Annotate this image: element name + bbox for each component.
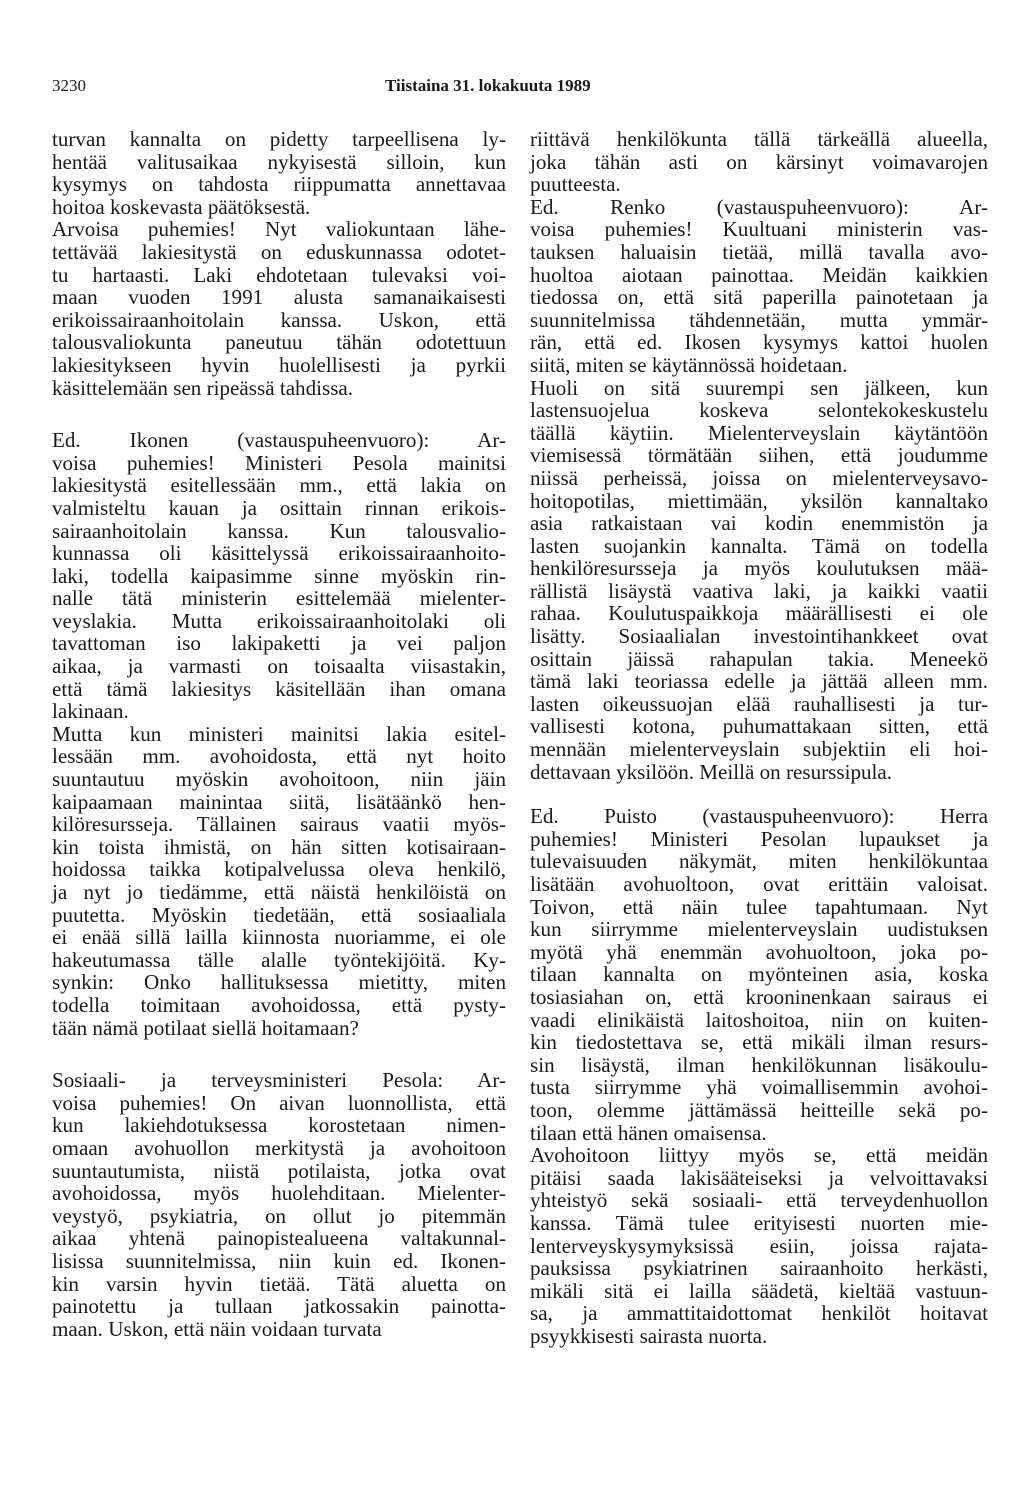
text-line: lisätty. Sosiaalialan investointihankkeet ovat <box>530 624 988 649</box>
paragraph <box>52 128 506 218</box>
text-line: suuntautuu myöskin avohoitoon, niin jäin <box>52 767 506 792</box>
text-line: käsittelemään sen ripeässä tahdissa. <box>52 375 354 400</box>
text-line: laki, todella kaipasimme sinne myöskin rin- <box>52 563 506 588</box>
text-line: tu hartaasti. Laki ehdotetaan tulevaksi voi- <box>52 262 506 287</box>
text-line: asia ratkaistaan vai kodin enemmistön ja <box>530 511 988 536</box>
header-date: Tiistaina 31. lokakuuta 1989 <box>385 76 591 95</box>
text-line: dettavaan yksilöön. Meillä on resurssipula. <box>530 759 893 784</box>
text-line: että tämä lakiesitys käsitellään ihan omana <box>52 676 506 701</box>
text-line: turvan kannalta on pidetty tarpeellisena ly- <box>52 127 506 151</box>
text-line: tauksen haluaisin tietää, millä tavalla avo- <box>530 239 988 264</box>
text-line: sin lisäystä, ilman henkilökunnan lisäkoulu- <box>530 1052 988 1077</box>
text-line: sa, ja ammattitaidottomat henkilöt hoitavat <box>530 1301 988 1326</box>
text-line: talousvaliokunta paneutuu tähän odotettuun <box>52 330 506 355</box>
text-line: suuntautumista, niistä potilaista, jotka ovat <box>52 1158 506 1183</box>
text-line: myötä yhä enemmän avohuoltoon, joka po- <box>530 939 988 964</box>
text-line: veystyö, psykiatria, on ollut jo pitemmän <box>52 1203 506 1228</box>
text-line: yhteistyö sekä sosiaali- että terveydenhuollon <box>530 1188 988 1213</box>
text-line: kun lakiehdotuksessa korostetaan nimen- <box>52 1113 506 1138</box>
text-line: tusta siirrymme yhä voimallisemmin avohoi- <box>530 1075 988 1100</box>
text-line: puutetta. Myöskin tiedetään, että sosiaaliala <box>52 902 506 927</box>
text-line: kin varsin hyvin tietää. Tätä aluetta on <box>52 1271 506 1296</box>
text-line: hakeutumassa tälle alalle työntekijöitä. Ky- <box>52 947 506 972</box>
text-line: tämä laki teoriassa edelle ja jättää alleen mm. <box>530 669 988 694</box>
page-number: 3230 <box>52 76 86 95</box>
text-line: riittävä henkilökunta tällä tärkeällä alueella, <box>530 127 988 151</box>
paragraph <box>530 1144 988 1347</box>
paragraph <box>52 429 506 723</box>
text-line: kin tiedostettava se, että mikäli ilman resurs- <box>530 1030 988 1055</box>
paragraph <box>530 196 988 377</box>
paragraph-gap <box>530 783 988 805</box>
text-line: mennään mielenterveyslain subjektiin eli hoi- <box>530 737 988 762</box>
text-line: pauksissa psykiatrinen sairaanhoito herkästi, <box>530 1256 988 1281</box>
text-line: kunnassa oli käsittelyssä erikoissairaanhoito- <box>52 541 506 566</box>
text-line: sairaanhoitolain kanssa. Kun talousvalio- <box>52 518 506 543</box>
text-line: tulevaisuuden näkymät, miten henkilökuntaa <box>530 849 988 874</box>
text-line: osittain jäissä rahapulan takia. Meneekö <box>530 646 988 671</box>
text-line: hoitoa koskevasta päätöksestä. <box>52 194 311 219</box>
text-line: lakinaan. <box>52 699 129 724</box>
text-line: rällistä lisäystä vaativa laki, ja kaikki vaatii <box>530 578 988 603</box>
text-line: synkin: Onko hallituksessa mietitty, miten <box>52 970 506 995</box>
paragraph <box>52 218 506 399</box>
text-line: ei enää sillä lailla kiinnosta nuoriamme, ei ole <box>52 925 506 950</box>
text-line: erikoissairaanhoitolain kanssa. Uskon, että <box>52 307 506 332</box>
paragraph-gap <box>52 1039 506 1069</box>
text-line: vallisesti kotona, puhumattakaan sitten, että <box>530 714 988 739</box>
text-line: tään nämä potilaat siellä hoitamaan? <box>52 1015 359 1040</box>
text-line: lisissa suunnitelmissa, niin kuin ed. Ikonen- <box>52 1248 506 1273</box>
text-line: rahaa. Koulutuspaikkoja määrällisesti ei ole <box>530 601 988 626</box>
text-line: tavattoman iso lakipaketti ja vei paljon <box>52 631 506 656</box>
text-line: Huoli on sitä suurempi sen jälkeen, kun <box>530 375 988 400</box>
text-line: tilaan että hänen omaisensa. <box>530 1120 767 1145</box>
text-line: kun siirrymme mielenterveyslain uudistuksen <box>530 917 988 942</box>
paragraph <box>530 805 988 1144</box>
text-line: valmisteltu kauan ja osittain rinnan erikois- <box>52 495 506 520</box>
left-column <box>52 128 506 1340</box>
text-line: pitäisi saada lakisääteiseksi ja velvoittavaksi <box>530 1165 988 1190</box>
text-line: vaadi elinikäistä laitoshoitoa, niin on kuiten- <box>530 1007 988 1032</box>
text-line: hentää valitusaikaa nykyisestä silloin, kun <box>52 149 506 174</box>
text-line: ja nyt jo tiedämme, että näistä henkilöistä on <box>52 880 506 904</box>
paragraph-gap <box>52 399 506 429</box>
paragraph <box>52 723 506 1039</box>
paragraph <box>530 377 988 784</box>
text-line: lisätään avohuoltoon, ovat erittäin valoisat. <box>530 872 988 896</box>
text-line: siitä, miten se käytännössä hoidetaan. <box>530 352 848 377</box>
text-line: kilöresursseja. Tällainen sairaus vaatii myös- <box>52 812 506 837</box>
page-header <box>52 76 972 100</box>
text-line: nalle tätä ministerin esittelemää mielenter- <box>52 586 506 611</box>
text-line: toon, olemme jättämässä heitteille sekä po- <box>530 1097 988 1122</box>
text-line: puhemies! Ministeri Pesolan lupaukset ja <box>530 826 988 851</box>
text-line: lasten suojankin kannalta. Tämä on todella <box>530 533 988 558</box>
text-line: rän, että ed. Ikosen kysymys kattoi huolen <box>530 330 988 355</box>
text-line: tosiasiahan on, että krooninenkaan sairaus ei <box>530 984 988 1009</box>
text-line: lenterveyskysymyksissä esiin, joissa rajata- <box>530 1233 988 1258</box>
text-line: lakiesitystä esitellessään mm., että lakia on <box>52 473 506 498</box>
text-line: puutteesta. <box>530 172 621 197</box>
text-line: Toivon, että näin tulee tapahtumaan. Nyt <box>530 894 988 919</box>
text-line: omaan avohuollon merkitystä ja avohoitoon <box>52 1135 506 1160</box>
text-line: maan. Uskon, että näin voidaan turvata <box>52 1316 382 1341</box>
text-line: maan vuoden 1991 alusta samanaikaisesti <box>52 285 506 310</box>
text-line: suunnitelmissa tähdennetään, mutta ymmär- <box>530 307 988 332</box>
text-line: veyslakia. Mutta erikoissairaanhoitolaki oli <box>52 608 506 633</box>
text-line: psyykkisesti sairasta nuorta. <box>530 1323 768 1348</box>
text-line: kanssa. Tämä tulee erityisesti nuorten mie- <box>530 1210 988 1235</box>
text-line: kin toista ihmistä, on hän sitten kotisairaan- <box>52 834 506 859</box>
text-line: kaipaamaan mainintaa siitä, lisätäänkö hen- <box>52 789 506 814</box>
text-line: Mutta kun ministeri mainitsi lakia esitel- <box>52 721 506 746</box>
text-line: voisa puhemies! Ministeri Pesola mainitsi <box>52 450 506 475</box>
text-line: todella toimitaan avohoidossa, että pysty- <box>52 992 506 1017</box>
text-line: Ed. Puisto (vastauspuheenvuoro): Herra <box>530 804 988 829</box>
text-line: niissä perheissä, joissa on mielenterveysavo- <box>530 465 988 490</box>
text-line: huoltoa aiotaan painottaa. Meidän kaikkien <box>530 262 988 287</box>
text-line: mikäli sitä ei lailla säädetä, kieltää vastuun- <box>530 1278 988 1303</box>
text-line: voisa puhemies! Kuultuani ministerin vas- <box>530 217 988 242</box>
text-line: tilaan kannalta on myönteinen asia, koska <box>530 962 988 987</box>
text-line: tiedossa on, että sitä paperilla painotetaan ja <box>530 285 988 310</box>
text-line: lastensuojelua koskeva selontekokeskustelu <box>530 398 988 423</box>
text-line: lessään mm. avohoidosta, että nyt hoito <box>52 744 506 769</box>
paragraph <box>530 128 988 196</box>
text-line: Ed. Ikonen (vastauspuheenvuoro): Ar- <box>52 428 506 453</box>
paragraph <box>52 1069 506 1340</box>
text-line: Arvoisa puhemies! Nyt valiokuntaan lähe- <box>52 217 506 242</box>
text-line: hoitopotilas, miettimään, yksilön kannaltako <box>530 488 988 513</box>
text-line: tettävää lakiesitystä on eduskunnassa odotet- <box>52 239 506 264</box>
text-line: voisa puhemies! On aivan luonnollista, että <box>52 1090 506 1115</box>
text-line: Ed. Renko (vastauspuheenvuoro): Ar- <box>530 194 988 219</box>
text-line: hoidossa taikka kotipalvelussa oleva henkilö, <box>52 857 506 882</box>
text-line: henkilöresursseja ja myös koulutuksen mää- <box>530 556 988 581</box>
text-line: täällä käytiin. Mielenterveyslain käytäntöön <box>530 420 988 445</box>
text-line: lakiesitykseen hyvin huolellisesti ja pyrkii <box>52 352 506 377</box>
text-line: viemisessä törmätään siihen, että joudumme <box>530 443 988 468</box>
text-line: painotettu ja tullaan jatkossakin painotta- <box>52 1294 506 1319</box>
text-line: Sosiaali- ja terveysministeri Pesola: Ar- <box>52 1068 506 1093</box>
text-line: kysymys on tahdosta riippumatta annettavaa <box>52 172 506 197</box>
text-line: aikaa yhtenä painopistealueena valtakunnal- <box>52 1226 506 1251</box>
text-line: Avohoitoon liittyy myös se, että meidän <box>530 1143 988 1168</box>
text-line: avohoidossa, myös huolehditaan. Mielenter- <box>52 1181 506 1206</box>
text-line: joka tähän asti on kärsinyt voimavarojen <box>530 149 988 174</box>
text-line: aikaa, ja varmasti on toisaalta viisastakin, <box>52 654 506 679</box>
right-column <box>530 128 988 1347</box>
text-line: lasten oikeussuojan elää rauhallisesti ja tur- <box>530 691 988 716</box>
